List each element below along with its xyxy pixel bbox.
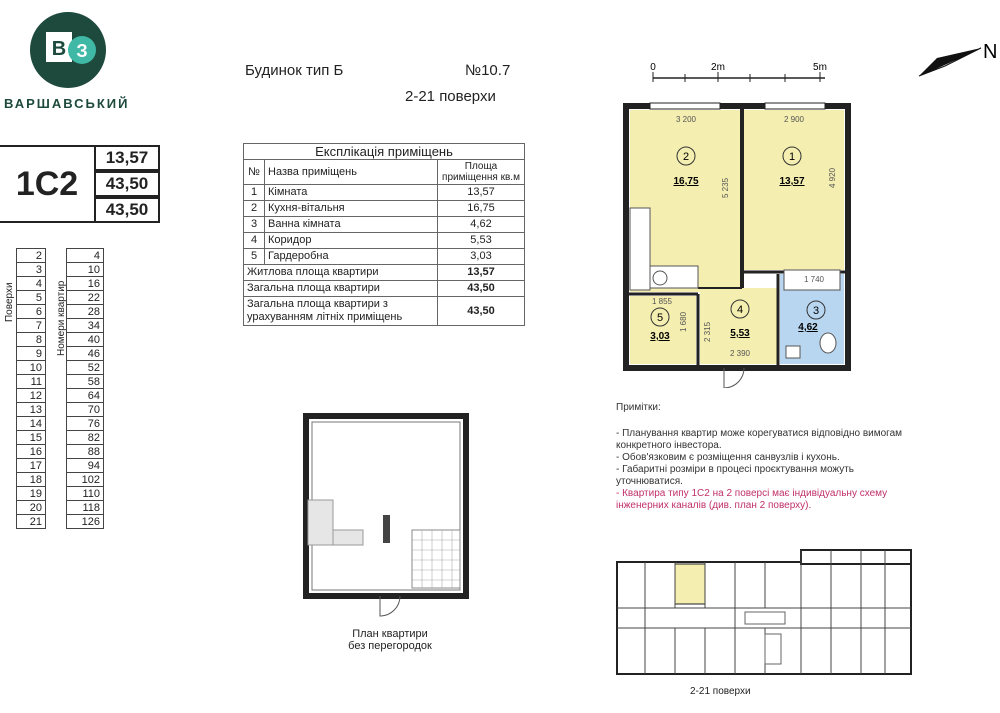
apartment-code: 1С2: [0, 145, 96, 223]
explication-row: [244, 185, 525, 201]
explication-cell-num: 1: [244, 185, 265, 201]
apartment-number: 4: [67, 249, 104, 263]
floor-row: [17, 319, 104, 333]
apartment-number: 76: [67, 417, 104, 431]
floor-row: [17, 389, 104, 403]
dim-width-room2: 3 200: [675, 115, 697, 124]
floor-gap: [46, 515, 67, 529]
room-4-number: 4: [736, 304, 744, 316]
floor-gap: [46, 319, 67, 333]
explication-cell-num: 3: [244, 217, 265, 233]
room-1-number: 1: [788, 151, 796, 163]
explication-row: [244, 201, 525, 217]
floor-number: 8: [17, 333, 46, 347]
floor-number: 20: [17, 501, 46, 515]
note-3: - Габаритні розміри в процесі проєктування можуть уточнюватися.: [616, 464, 854, 487]
total-area-value: 43,50: [96, 171, 160, 197]
floor-gap: [46, 249, 67, 263]
floor-number: 18: [17, 473, 46, 487]
floor-gap: [46, 487, 67, 501]
floor-key-plan: [615, 548, 915, 682]
total-value: 13,57: [438, 265, 525, 281]
apartment-number: 126: [67, 515, 104, 529]
floor-gap: [46, 501, 67, 515]
explication-cell-name: Кухня-вітальня: [265, 201, 438, 217]
explication-title: Експлікація приміщень: [244, 144, 525, 160]
floor-plan-caption: 2-21 поверхи: [690, 686, 751, 697]
floor-gap: [46, 389, 67, 403]
logo-letter-z: З: [76, 41, 88, 61]
total-value: 43,50: [438, 281, 525, 297]
north-arrow-icon: [915, 36, 1000, 84]
apartment-number: 88: [67, 445, 104, 459]
floor-row: [17, 515, 104, 529]
floor-row: [17, 487, 104, 501]
col-num-header: №: [244, 160, 265, 185]
apartment-number: 28: [67, 305, 104, 319]
empty-plan-caption: [330, 628, 450, 652]
dim-width-corridor: 2 390: [729, 349, 751, 358]
floor-gap: [46, 417, 67, 431]
explication-cell-val: 3,03: [438, 249, 525, 265]
explication-cell-val: 16,75: [438, 201, 525, 217]
explication-cell-num: 5: [244, 249, 265, 265]
explication-cell-num: 2: [244, 201, 265, 217]
room-3-area: 4,62: [798, 322, 818, 333]
floor-number: 6: [17, 305, 46, 319]
room-2-area: 16,75: [673, 176, 699, 187]
explication-row: [244, 233, 525, 249]
floor-number: 13: [17, 403, 46, 417]
apartment-number: 118: [67, 501, 104, 515]
explication-cell-name: Кімната: [265, 185, 438, 201]
apartment-number: 10: [67, 263, 104, 277]
scale-bar: [645, 60, 835, 88]
floor-gap: [46, 333, 67, 347]
apartment-code-block: [0, 145, 160, 223]
dim-width-wardrobe: 1 855: [651, 297, 673, 306]
floor-number: 16: [17, 445, 46, 459]
explication-total-row: [244, 281, 525, 297]
scale-label-2m: 2m: [711, 62, 725, 73]
floor-gap: [46, 445, 67, 459]
empty-plan-caption-line2: без перегородок: [348, 640, 432, 652]
empty-plan-caption-line1: План квартири: [352, 628, 428, 640]
apartment-number: 40: [67, 333, 104, 347]
living-area-value: 13,57: [96, 145, 160, 171]
logo-emblem: [30, 12, 106, 88]
floor-row: [17, 291, 104, 305]
apartment-number: 58: [67, 375, 104, 389]
total-label: Загальна площа квартири: [244, 281, 438, 297]
floor-gap: [46, 277, 67, 291]
room-4-area: 5,53: [730, 328, 750, 339]
apartment-number: 70: [67, 403, 104, 417]
floor-gap: [46, 361, 67, 375]
logo-letter-v: В: [51, 38, 67, 60]
floor-row: [17, 249, 104, 263]
floor-row: [17, 501, 104, 515]
apartments-label: Номери квартир: [56, 280, 67, 356]
scale-label-5m: 5m: [813, 62, 827, 73]
floor-gap: [46, 459, 67, 473]
explication-cell-val: 4,62: [438, 217, 525, 233]
building-number: №10.7: [465, 62, 511, 79]
floor-number: 2: [17, 249, 46, 263]
apartment-number: 52: [67, 361, 104, 375]
floor-number: 11: [17, 375, 46, 389]
apartment-number: 34: [67, 319, 104, 333]
floor-gap: [46, 431, 67, 445]
scale-label-0: 0: [650, 62, 656, 73]
floor-row: [17, 403, 104, 417]
explication-total-row: [244, 297, 525, 326]
building-type: Будинок тип Б: [245, 62, 344, 79]
floor-row: [17, 361, 104, 375]
floor-row: [17, 263, 104, 277]
brand-name: ВАРШАВСЬКИЙ: [4, 96, 130, 111]
floor-row: [17, 375, 104, 389]
dim-width-bath: 1 740: [803, 275, 825, 284]
floor-row: [17, 305, 104, 319]
north-label: N: [983, 41, 998, 63]
total-value: 43,50: [438, 297, 525, 326]
total-label: Житлова площа квартири: [244, 265, 438, 281]
explication-cell-name: Ванна кімната: [265, 217, 438, 233]
floor-number: 15: [17, 431, 46, 445]
apartment-number: 94: [67, 459, 104, 473]
floor-row: [17, 277, 104, 291]
dim-height-corridor: 2 315: [703, 321, 712, 342]
col-name-header: Назва приміщень: [265, 160, 438, 185]
explication-cell-name: Коридор: [265, 233, 438, 249]
floors-range: 2-21 поверхи: [405, 88, 496, 105]
explication-total-row: [244, 265, 525, 281]
floor-gap: [46, 403, 67, 417]
dim-width-room1: 2 900: [783, 115, 805, 124]
floor-number: 17: [17, 459, 46, 473]
total-area-summer-value: 43,50: [96, 197, 160, 223]
floor-gap: [46, 473, 67, 487]
explication-cell-num: 4: [244, 233, 265, 249]
dim-height-room2: 5 235: [721, 177, 730, 198]
floor-number: 10: [17, 361, 46, 375]
floor-row: [17, 431, 104, 445]
apartment-number: 64: [67, 389, 104, 403]
explication-cell-name: Гардеробна: [265, 249, 438, 265]
floor-row: [17, 459, 104, 473]
floor-number: 3: [17, 263, 46, 277]
apartment-number: 22: [67, 291, 104, 305]
floor-number: 14: [17, 417, 46, 431]
explication-row: [244, 217, 525, 233]
floor-number: 4: [17, 277, 46, 291]
floor-number: 7: [17, 319, 46, 333]
floor-number: 5: [17, 291, 46, 305]
explication-cell-val: 13,57: [438, 185, 525, 201]
floor-row: [17, 417, 104, 431]
apartment-number: 82: [67, 431, 104, 445]
apartment-number: 102: [67, 473, 104, 487]
floor-number: 19: [17, 487, 46, 501]
apartment-floor-plan: [620, 98, 860, 388]
floor-gap: [46, 291, 67, 305]
floors-table: [16, 248, 104, 529]
explication-table: [243, 143, 525, 326]
dim-height-room1: 4 920: [828, 167, 837, 188]
apartment-number: 46: [67, 347, 104, 361]
room-1-area: 13,57: [779, 176, 805, 187]
room-5-area: 3,03: [650, 331, 670, 342]
floor-number: 9: [17, 347, 46, 361]
floor-gap: [46, 375, 67, 389]
notes-block: [616, 402, 916, 512]
floor-number: 12: [17, 389, 46, 403]
dim-height-wardrobe: 1 680: [679, 311, 688, 332]
floor-gap: [46, 347, 67, 361]
room-2-number: 2: [682, 151, 690, 163]
apartment-number: 16: [67, 277, 104, 291]
floor-row: [17, 473, 104, 487]
apartment-number: 110: [67, 487, 104, 501]
floor-row: [17, 333, 104, 347]
floors-label: Поверхи: [4, 282, 15, 322]
logo-icon: [30, 12, 106, 88]
explication-cell-val: 5,53: [438, 233, 525, 249]
floor-gap: [46, 263, 67, 277]
col-area-header: Площа приміщення кв.м: [438, 160, 525, 185]
note-1: - Планування квартир може корегуватися відповідно вимогам конкретного інвестора.: [616, 428, 903, 451]
floor-number: 21: [17, 515, 46, 529]
room-5-number: 5: [656, 312, 664, 324]
floor-row: [17, 445, 104, 459]
total-label: Загальна площа квартири з урахуванням літніх приміщень: [244, 297, 438, 326]
room-3-number: 3: [812, 305, 820, 317]
notes-title: Примітки:: [616, 402, 661, 413]
note-2: - Обов'язковим є розміщення санвузлів і кухонь.: [616, 452, 840, 463]
note-red: - Квартира типу 1С2 на 2 поверсі має індивідуальну схему інженерних каналів (див. план 2 поверху).: [616, 488, 888, 511]
floor-row: [17, 347, 104, 361]
explication-row: [244, 249, 525, 265]
floor-gap: [46, 305, 67, 319]
empty-apartment-plan: [300, 410, 475, 625]
